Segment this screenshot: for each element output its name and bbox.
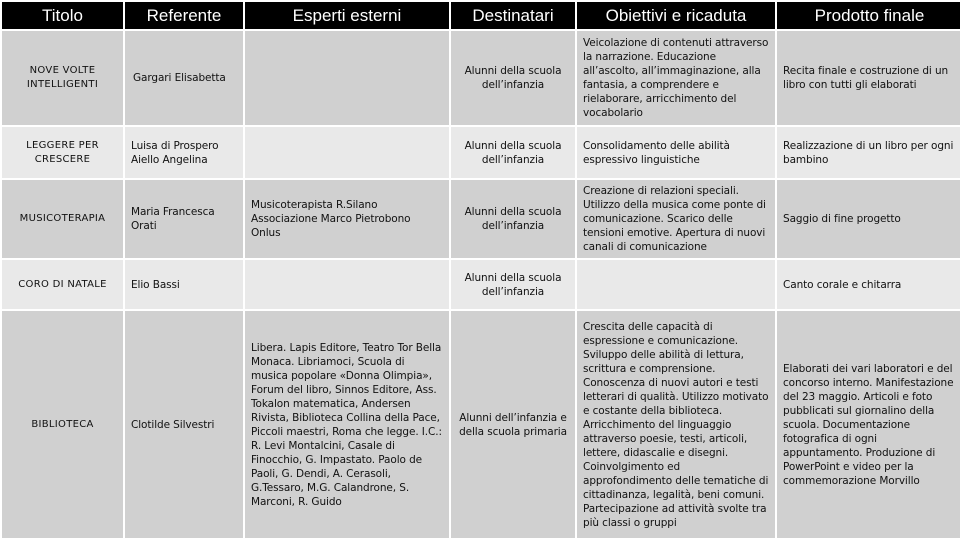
- cell-obiettivi: [577, 260, 775, 309]
- cell-referente: Gargari Elisabetta: [125, 31, 243, 125]
- cell-obiettivi: Creazione di relazioni speciali. Utilizzo della musica come ponte di comunicazione. Scarico delle tensioni emotive. Apertura di nuovi canali di comunicazione: [577, 180, 775, 258]
- cell-esperti: [245, 260, 449, 309]
- cell-prodotto: Saggio di fine progetto: [777, 180, 960, 258]
- cell-titolo: NOVE VOLTE INTELLIGENTI: [2, 31, 123, 125]
- header-referente: Referente: [125, 2, 243, 29]
- cell-destinatari: Alunni della scuola dell’infanzia: [451, 180, 575, 258]
- header-prodotto-finale: Prodotto finale: [777, 2, 960, 29]
- cell-referente: Elio Bassi: [125, 260, 243, 309]
- cell-titolo: BIBLIOTECA: [2, 311, 123, 538]
- header-obiettivi: Obiettivi e ricaduta: [577, 2, 775, 29]
- cell-obiettivi: Crescita delle capacità di espressione e comunicazione. Sviluppo delle abilità di lettura, scrittura e comprensione. Conoscenza di nuovi autori e testi letterari di qualità. Utilizzo motivato e costante della biblioteca. Arricchimento del linguaggio attraverso poesie, testi, articoli, lettere, didascalie e disegni. Coinvolgimento ed approfondimento delle tematiche di cittadinanza, legalità, beni comuni. Partecipazione ad attività svolte tra più classi o gruppi: [577, 311, 775, 538]
- cell-destinatari: Alunni della scuola dell’infanzia: [451, 31, 575, 125]
- header-row: [2, 2, 960, 29]
- cell-prodotto: Realizzazione di un libro per ogni bambino: [777, 127, 960, 178]
- cell-prodotto: Elaborati dei vari laboratori e del concorso interno. Manifestazione del 23 maggio. Articoli e foto pubblicati sul giornalino della scuola. Documentazione fotografica di ogni appuntamento. Produzione di PowerPoint e video per la commemorazione Morvillo: [777, 311, 960, 538]
- cell-esperti: Libera. Lapis Editore, Teatro Tor Bella Monaca. Libriamoci, Scuola di musica popolare «Donna Olimpia», Forum del libro, Sinnos Editore, Ass. Tokalon matematica, Andersen Rivista, Biblioteca Collina della Pace, Piccoli maestri, Roma che legge. I.C.: R. Levi Montalcini, Casale di Finocchio, G. Impastato. Paolo de Paoli, G. Dendi, A. Cerasoli, G.Tessaro, M.G. Calandrone, S. Marconi, R. Guido: [245, 311, 449, 538]
- table-row: [2, 127, 960, 178]
- cell-esperti: [245, 127, 449, 178]
- cell-esperti: [245, 31, 449, 125]
- cell-prodotto: Recita finale e costruzione di un libro con tutti gli elaborati: [777, 31, 960, 125]
- cell-esperti: Musicoterapista R.Silano Associazione Marco Pietrobono Onlus: [245, 180, 449, 258]
- cell-titolo: LEGGERE PER CRESCERE: [2, 127, 123, 178]
- cell-prodotto: Canto corale e chitarra: [777, 260, 960, 309]
- cell-obiettivi: Consolidamento delle abilità espressivo linguistiche: [577, 127, 775, 178]
- header-destinatari: Destinatari: [451, 2, 575, 29]
- header-titolo: Titolo: [2, 2, 123, 29]
- cell-destinatari: Alunni della scuola dell’infanzia: [451, 127, 575, 178]
- cell-referente: Luisa di Prospero Aiello Angelina: [125, 127, 243, 178]
- cell-referente: Clotilde Silvestri: [125, 311, 243, 538]
- cell-titolo: MUSICOTERAPIA: [2, 180, 123, 258]
- cell-referente: Maria Francesca Orati: [125, 180, 243, 258]
- table-row: [2, 31, 960, 125]
- cell-titolo: CORO DI NATALE: [2, 260, 123, 309]
- header-esperti-esterni: Esperti esterni: [245, 2, 449, 29]
- cell-destinatari: Alunni della scuola dell’infanzia: [451, 260, 575, 309]
- table-row: [2, 260, 960, 309]
- table-row: [2, 311, 960, 538]
- table-row: [2, 180, 960, 258]
- cell-destinatari: Alunni dell’infanzia e della scuola primaria: [451, 311, 575, 538]
- cell-obiettivi: Veicolazione di contenuti attraverso la narrazione. Educazione all’ascolto, all’immaginazione, alla fantasia, a comprendere e rielaborare, arricchimento del vocabolario: [577, 31, 775, 125]
